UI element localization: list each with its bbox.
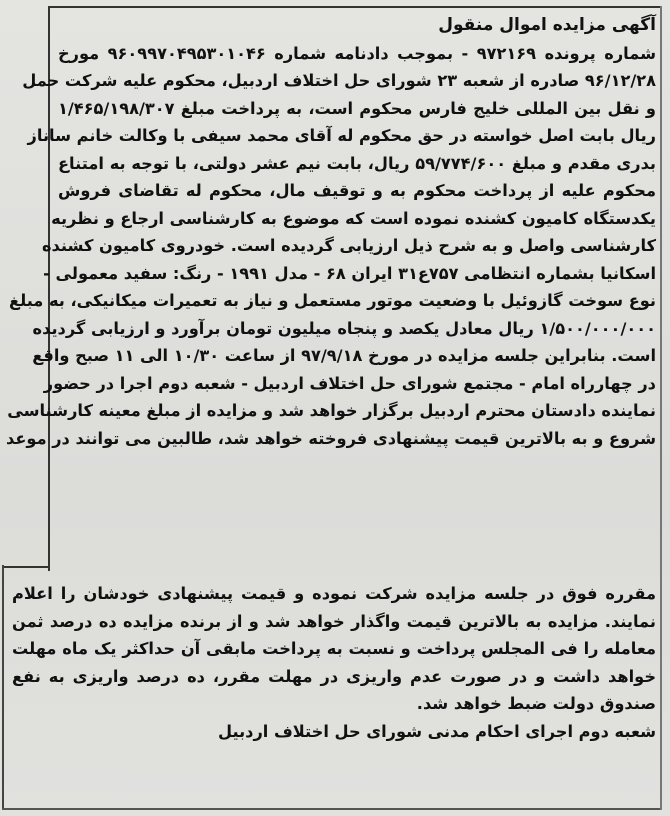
notice-line: نوع سوخت گازوئیل با وضعیت موتور مستعمل و نیاز به تعمیرات میکانیکی، به مبلغ bbox=[9, 291, 656, 310]
notice-line: ۹۶/۱۲/۲۸ صادره از شعبه ۲۳ شورای حل اختلاف اردبیل، محکوم علیه شرکت حمل bbox=[22, 71, 656, 90]
notice-line: است. بنابراین جلسه مزایده در مورخ ۹۷/۹/۱۸ از ساعت ۱۰/۳۰ الی ۱۱ صبح واقع bbox=[32, 346, 656, 365]
notice-line: بدری مقدم و مبلغ ۵۹/۷۷۴/۶۰۰ ریال، بابت نیم عشر دولتی، با توجه به امتناع bbox=[58, 153, 656, 173]
notice-line: محکوم علیه از پرداخت محکوم به و توقیف مال، محکوم له تقاضای فروش bbox=[58, 181, 656, 200]
column-border-bottom bbox=[2, 808, 662, 810]
column-border-step bbox=[2, 566, 50, 568]
column-border-left-lower bbox=[2, 565, 4, 810]
notice-line: شروع و به بالاترین قیمت پیشنهادی فروخته خواهد شد، طالبین می توانند در موعد bbox=[6, 428, 656, 448]
notice-line: خواهد داشت و در صورت عدم واریزی در مهلت مقرر، ده درصد واریزی به نفع bbox=[12, 666, 656, 686]
notice-line: نمایند. مزایده به بالاترین قیمت واگذار خواهد شد و از برنده مزایده ده درصد ثمن bbox=[12, 611, 656, 631]
notice-title: آگهی مزایده اموال منقول bbox=[438, 15, 656, 35]
notice-line: نماینده دادستان محترم اردبیل برگزار خواهد شد و مزایده از مبلغ معینه کارشناسی bbox=[7, 401, 656, 420]
notice-line: یکدستگاه کامیون کشنده نموده است که موضوع به کارشناسی ارجاع و نظریه bbox=[51, 208, 656, 228]
notice-line: در چهارراه امام - مجتمع شورای حل اختلاف اردبیل - شعبه دوم اجرا در حضور bbox=[43, 373, 656, 393]
column-border-right bbox=[660, 6, 662, 810]
notice-line: معامله را فی المجلس پرداخت و نسبت به پرداخت مابقی آن حداکثر یک ماه مهلت bbox=[12, 639, 656, 658]
column-border-top bbox=[48, 6, 662, 8]
notice-signature: شعبه دوم اجرای احکام مدنی شورای حل اختلاف اردبیل bbox=[218, 721, 656, 741]
notice-lower-column bbox=[12, 580, 656, 745]
notice-line: کارشناسی واصل و به شرح ذیل ارزیابی گردیده است. خودروی کامیون کشنده bbox=[41, 236, 656, 255]
notice-line: صندوق دولت ضبط خواهد شد. bbox=[416, 694, 656, 713]
notice-line: ۱/۵۰۰/۰۰۰/۰۰۰ ریال معادل یکصد و پنجاه میلیون تومان برآورد و ارزیابی گردیده bbox=[32, 318, 656, 338]
notice-line: و نقل بین المللی خلیج فارس محکوم است، به پرداخت مبلغ ۱/۴۶۵/۱۹۸/۳۰۷ bbox=[58, 98, 656, 118]
notice-line: اسکانیا بشماره انتظامی ۷۵۷ع۳۱ ایران ۶۸ - مدل ۱۹۹۱ - رنگ: سفید معمولی - bbox=[43, 263, 656, 283]
notice-line: ریال بابت اصل خواسته در حق محکوم له آقای محمد سیفی با وکالت خانم ساناز bbox=[27, 126, 656, 145]
notice-upper-column bbox=[6, 12, 656, 452]
notice-line: شماره پرونده ۹۷۲۱۶۹ - بموجب دادنامه شماره ۹۶۰۹۹۷۰۴۹۵۳۰۱۰۴۶ مورخ bbox=[58, 43, 656, 63]
notice-line: مقرره فوق در جلسه مزایده شرکت نموده و قیمت پیشنهادی خودشان را اعلام bbox=[12, 584, 656, 603]
